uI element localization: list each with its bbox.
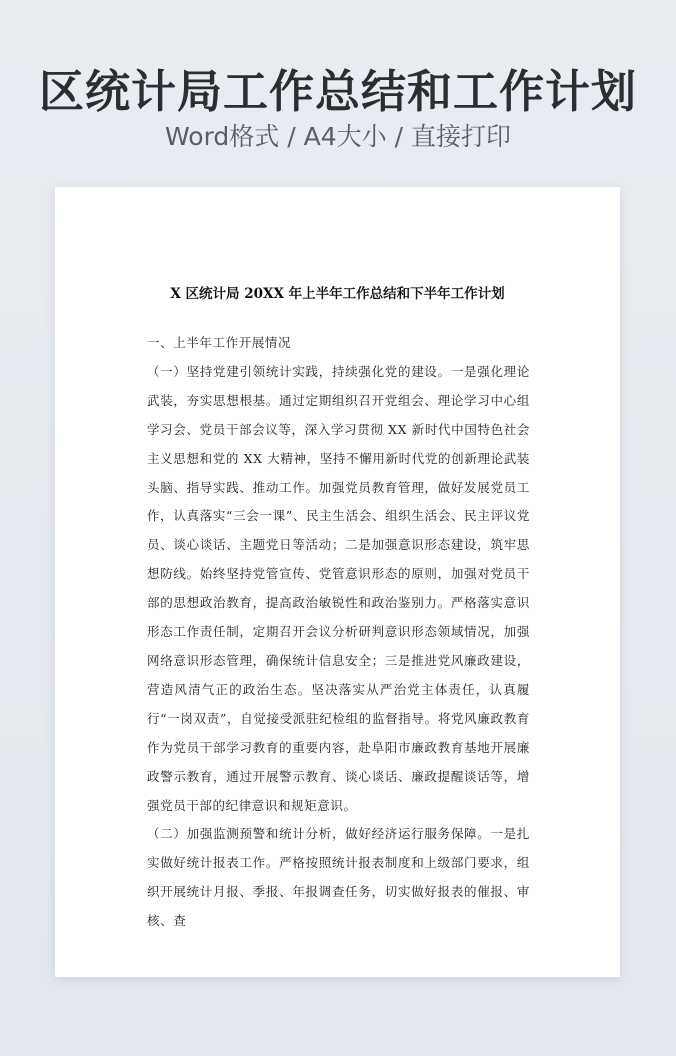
document-body [147,329,530,936]
banner-title: 区统计局工作总结和工作计划 [38,65,637,118]
paragraph-1: （一）坚持党建引领统计实践，持续强化党的建设。一是强化理论武装，夯实思想根基。通过定期组织召开党组会、理论学习中心组学习会、党员干部会议等，深入学习贯彻 XX 新时代中国特色社会主义思想和党的 XX 大精神，坚持不懈用新时代党的创新理论武装头脑、指导实践、推动工作。加强党员教育管理，做好发展党员工作，认真落实“三会一课”、民主生活会、组织生活会、民主评议党员、谈心谈话、主题党日等活动；二是加强意识形态建设，筑牢思想防线。始终坚持党管宣传、党管意识形态的原则，加强对党员干部的思想政治教育，提高政治敏锐性和政治鉴别力。严格落实意识形态工作责任制，定期召开会议分析研判意识形态领域情况，加强网络意识形态管理，确保统计信息安全；三是推进党风廉政建设，营造风清气正的政治生态。坚决落实从严治党主体责任，认真履行“一岗双责”，自觉接受派驻纪检组的监督指导。将党风廉政教育作为党员干部学习教育的重要内容，赴阜阳市廉政教育基地开展廉政警示教育，通过开展警示教育、谈心谈话、廉政提醒谈话等，增强党员干部的纪律意识和规矩意识。 [147,363,530,813]
document-page [55,187,620,977]
document-title: X 区统计局 20XX 年上半年工作总结和下半年工作计划 [170,286,505,302]
paragraph-2: （二）加强监测预警和统计分析，做好经济运行服务保障。一是扎实做好统计报表工作。严格按照统计报表制度和上级部门要求，组织开展统计月报、季报、年报调查任务，切实做好报表的催报、审核、查 [147,826,530,929]
section-heading: 一、上半年工作开展情况 [147,335,292,350]
banner-subtitle: Word格式 / A4大小 / 直接打印 [165,122,511,151]
